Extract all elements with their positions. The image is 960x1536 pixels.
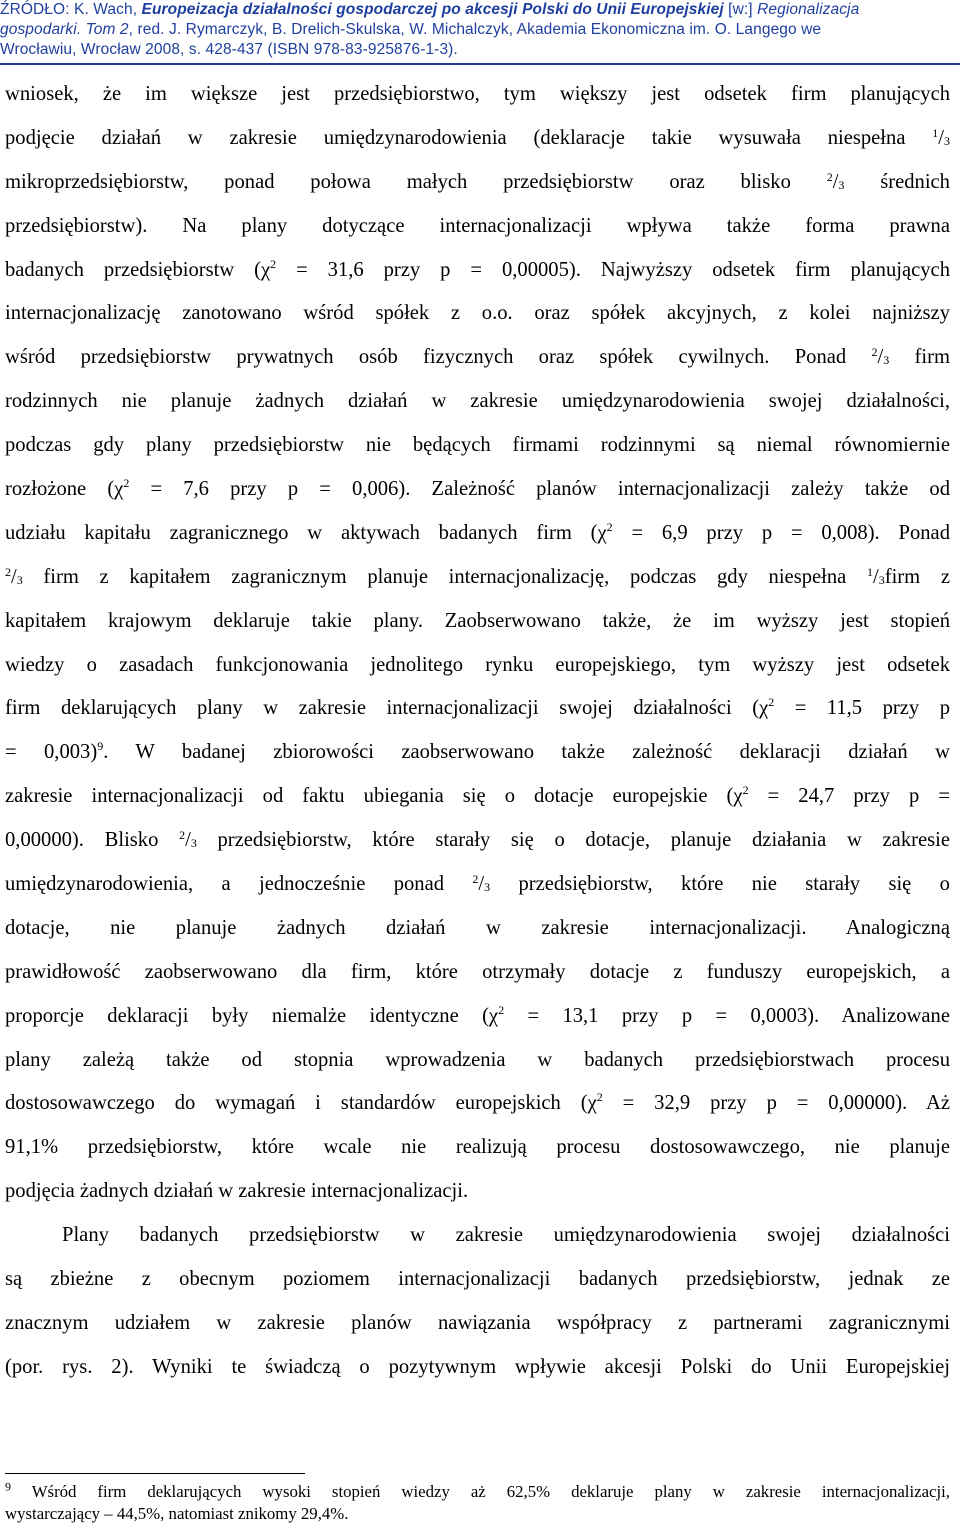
source-citation <box>0 0 960 60</box>
text-line: podjęcie działań w zakresie umiędzynarodowienia (deklaracje takie wysuwała niespełna $^1/_3$ <box>5 125 950 149</box>
text-line: podjęcia żadnych działań w zakresie internacjonalizacji. <box>5 1180 469 1203</box>
text-line: plany zależą także od stopnia wprowadzenia w badanych przedsiębiorstwach procesu <box>5 1048 950 1071</box>
paragraph <box>5 1214 950 1390</box>
text-line: badanych przedsiębiorstw ($\chi^2 = 31,6$ przy p = 0,00005). Najwyższy odsetek firm planujących <box>5 256 950 281</box>
superscript: 2 <box>123 476 130 491</box>
text-line: 91,1% przedsiębiorstw, które wcale nie realizują procesu dostosowawczego, nie planuje <box>5 1136 950 1159</box>
text-line: podczas gdy plany przedsiębiorstw nie będących firmami rodzinnymi są niemal równomiernie <box>5 434 950 457</box>
book-title: Regionalizacja <box>757 1 860 18</box>
text-line: firm deklarujących plany w zakresie internacjonalizacji swojej działalności ($\chi^2 = 11,5$ przy p <box>5 695 950 720</box>
text-line: wniosek, że im większe jest przedsiębiorstwo, tym większy jest odsetek firm planujących <box>5 83 950 105</box>
text-line: proporcje deklaracji były niemalże identyczne ($\chi^2 = 13,1$ przy p = 0,0003). Analizowane <box>5 1002 950 1027</box>
text-line: prawidłowość zaobserwowano dla firm, które otrzymały dotacje z funduszy europejskich, a <box>5 960 950 983</box>
text-line: Plany badanych przedsiębiorstw w zakresie umiędzynarodowienia swojej działalności <box>62 1224 950 1247</box>
text-line: rozłożone ($\chi^2 = 7,6$ przy p = 0,006). Zależność planów internacjonalizacji zależy także od <box>5 476 950 501</box>
superscript: 2 <box>742 783 749 798</box>
text-line: dostosowawczego do wymagań i standardów europejskich ($\chi^2 = 32,9$ przy p = 0,00000). Aż <box>5 1090 950 1115</box>
fraction: $^1/_3$ <box>866 564 885 588</box>
body-text <box>5 73 950 1390</box>
fraction: $^2/_3$ <box>472 871 491 896</box>
footnote-number: 9 <box>5 1481 11 1494</box>
text-line: umiędzynarodowienia, a jednocześnie ponad $^2/_3$ przedsiębiorstw, które nie starały się o <box>5 871 950 896</box>
text-line: wiedzy o zasadach funkcjonowania jednolitego rynku europejskiego, tym wyższy jest odsetek <box>5 653 950 676</box>
source-line: ŹRÓDŁO: K. Wach, Europeizacja działalności gospodarczej po akcesji Polski do Unii Europejskiej [w:] Regionalizacja <box>0 1 860 18</box>
fraction: $^2/_3$ <box>871 345 890 369</box>
text-line: są zbieżne z obecnym poziomem internacjonalizacji badanych przedsiębiorstw, jednak ze <box>5 1268 950 1291</box>
source-divider <box>0 63 960 65</box>
footnote-divider <box>5 1473 305 1474</box>
article-title: Europeizacja działalności gospodarczej po akcesji Polski do Unii Europejskiej <box>141 1 724 18</box>
paragraph <box>5 73 950 1214</box>
text-line: wśród przedsiębiorstw prywatnych osób fizycznych oraz spółek cywilnych. Ponad $^2/_3$ firm <box>5 345 950 369</box>
fraction: $^2/_3$ <box>179 827 197 852</box>
text-line: kapitałem krajowym deklaruje takie plany. Zaobserwowano także, że im wyższy jest stopień <box>5 609 950 632</box>
footnote <box>5 1481 950 1525</box>
superscript: 2 <box>270 256 277 271</box>
text-line: dotacje, nie planuje żadnych działań w zakresie internacjonalizacji. Analogiczną <box>5 916 950 939</box>
footnote-reference[interactable]: 9 <box>97 739 104 754</box>
source-line: Wrocławiu, Wrocław 2008, s. 428-437 (ISBN 978-83-925876-1-3). <box>0 41 458 58</box>
text-line: internacjonalizację zanotowano wśród spółek z o.o. oraz spółek akcyjnych, z kolei najniższy <box>5 302 950 325</box>
fraction: $^2/_3$ <box>826 169 845 193</box>
text-line: 0,00000). Blisko $^2/_3$ przedsiębiorstw, które starały się o dotacje, planuje działania w zakresie <box>5 827 950 852</box>
text-line: mikroprzedsiębiorstw, ponad połowa małych przedsiębiorstw oraz blisko $^2/_3$ średnich <box>5 169 950 193</box>
superscript: 2 <box>768 695 775 710</box>
text-line: zakresie internacjonalizacji od faktu ubiegania się o dotacje europejskie ($\chi^2 = 24,7$ przy p = <box>5 783 950 808</box>
superscript: 2 <box>596 1090 603 1105</box>
fraction: $^1/_3$ <box>932 125 950 149</box>
text-line: przedsiębiorstw). Na plany dotyczące internacjonalizacji wpływa także forma prawna <box>5 214 950 237</box>
footnote-line: wystarczający – 44,5%, natomiast znikomy 29,4%. <box>5 1504 349 1523</box>
text-line: rodzinnych nie planuje żadnych działań w zakresie umiędzynarodowienia swojej działalności, <box>5 390 950 413</box>
footnote-line: $^9$ Wśród firm deklarujących wysoki stopień wiedzy aż 62,5% deklaruje plany w zakresie internacjonalizacji, <box>5 1481 950 1501</box>
text-line: udziału kapitału zagranicznego w aktywach badanych firm ($\chi^2 = 6,9$ przy p = 0,008). Ponad <box>5 520 950 544</box>
fraction: $^2/_3$ <box>5 564 23 588</box>
text-line: (por. rys. 2). Wyniki te świadczą o pozytywnym wpływie akcesji Polski do Unii Europejskiej <box>5 1355 950 1378</box>
text-line: znacznym udziałem w zakresie planów nawiązania współpracy z partnerami zagranicznymi <box>5 1311 950 1334</box>
superscript: 2 <box>498 1002 505 1017</box>
text-line: = 0,003)$^9$. W badanej zbiorowości zaobserwowano także zależność deklaracji działań w <box>5 739 950 764</box>
superscript: 2 <box>606 520 613 535</box>
text-line: $^2/_3$ firm z kapitałem zagranicznym planuje internacjonalizację, podczas gdy niespełna $^1/_3firm$ z <box>5 564 950 588</box>
source-line: gospodarki. Tom 2, red. J. Rymarczyk, B. Drelich-Skulska, W. Michalczyk, Akademia Ekonomiczna im. O. Langego we <box>0 21 822 38</box>
